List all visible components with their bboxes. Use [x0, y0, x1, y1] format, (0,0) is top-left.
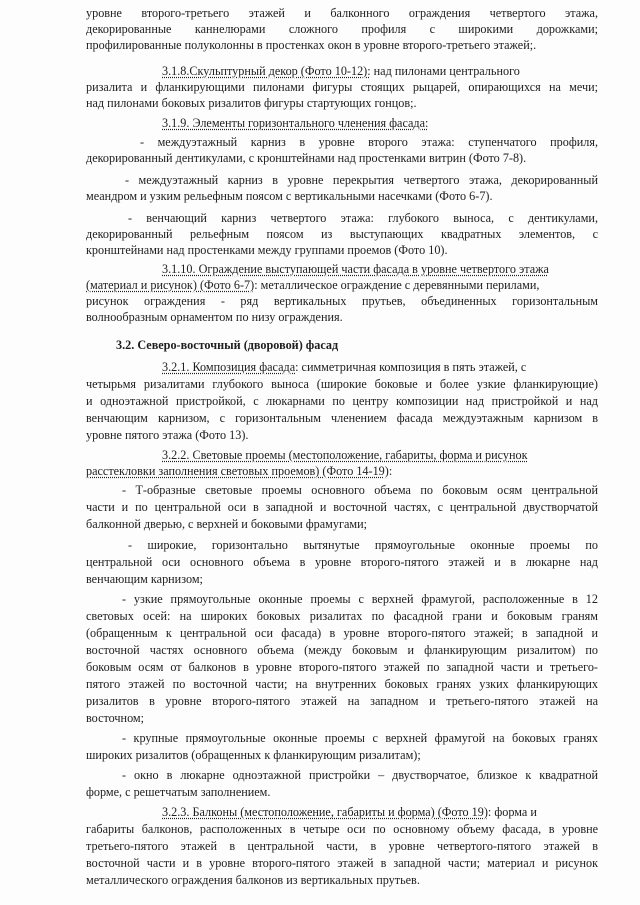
subsection-title: 3.1.8.Скульптурный декор (Фото 10-12):: [162, 64, 371, 78]
text-line: - широкие, горизонтально вытянутые прямоугольные оконные проемы по: [128, 538, 598, 552]
subsection-title: 3.2.2. Световые проемы (местоположение, габариты, форма и рисунок: [162, 448, 528, 462]
subsection-title: (материал и рисунок) (Фото 6-7): [86, 278, 255, 292]
text-line: [86, 278, 539, 292]
text-line: волнообразным орнаментом по низу ограждения.: [86, 310, 343, 324]
text-line: : симметричная композиция в пять этажей, с: [295, 360, 527, 374]
text-line: - междуэтажный карниз в уровне второго этажа: ступенчатого профиля,: [140, 135, 598, 149]
text-line: третьего-пятого этажей в центральной части, в уровне четвертого-пятого этажей в: [86, 839, 598, 853]
text-line: части и по центральной оси в западной и восточной частях, с центральной двустворчатой: [86, 500, 598, 514]
subsection-title: 3.2.3. Балконы (местоположение, габариты и форма) (Фото 19): [162, 805, 488, 819]
text-line-tail: :: [388, 464, 393, 478]
text-line: - Т-образные световые проемы основного объема по боковым осям центральной: [122, 483, 598, 497]
text-line: и одноэтажной пристройкой, с люкарнами по центру композиции над пристройкой и над: [86, 394, 598, 408]
subsection-title: 3.1.9. Элементы горизонтального членения фасада:: [162, 116, 429, 130]
subsection-heading: [162, 448, 528, 462]
text-line: меандром и узким рельефным поясом с вертикальными насечками (Фото 6-7).: [86, 189, 493, 203]
text-line: балконной дверью, с верхней и боковыми фрамугами;: [86, 517, 368, 531]
text-line: пятого этажей по восточной части; на внутренних боковых гранях узких фланкирующих: [86, 677, 598, 691]
text-line: - крупные прямоугольные оконные проемы с верхней фрамугой на боковых гранях: [122, 731, 598, 745]
text-line: декорированные каннелюрами сложного профиля с широкими дорожками;: [86, 22, 598, 36]
text-line: четырьмя ризалитами глубокого выноса (широкие боковые и более узкие фланкирующие): [86, 377, 598, 391]
text-line: : форма и: [487, 805, 537, 819]
subsection-title: 3.2.1. Композиция фасада: [162, 360, 296, 374]
text-line: световых осей: на широких боковых ризалитах по фасадной грани и боковым граням: [86, 609, 598, 623]
text-line: габариты балконов, расположенных в четыре оси по основному объему фасада, в уровне: [86, 822, 598, 836]
text-line: декорированный рельефным поясом из выступающих квадратных элементов, с: [86, 227, 598, 241]
text-line: венчающим карнизом;: [86, 572, 203, 586]
text-line: широких ризалитов (обращенных к фланкирующим ризалитам);: [86, 748, 421, 762]
text-line: восточной части и в уровне второго-пятого этажей в западной части; материал и рисунок: [86, 856, 598, 870]
text-line: центральной оси основного объема в уровне второго-пятого этажей и в люкарне над: [86, 555, 598, 569]
text-line: кронштейнами над простенками между группами проемов (Фото 10).: [86, 243, 448, 257]
text-line: - венчающий карниз четвертого этажа: глубокого выноса, с дентикулами,: [128, 211, 598, 225]
text-line: венчающим карнизом, с горизонтальным членением фасада междуэтажным карнизом в: [86, 411, 598, 425]
text-line: ризалита и фланкирующими пилонами фигуры стоящих рыцарей, опирающихся на мечи;: [86, 80, 598, 94]
subsection-heading: [162, 805, 537, 819]
subsection-title: расстекловки заполнения световых проемов) (Фото 14-19): [86, 464, 389, 478]
text-line: ризалитов в уровне второго-пятого этажей на западном и третьего-пятого этажей на: [86, 694, 598, 708]
subsection-heading: [162, 64, 520, 78]
section-heading: 3.2. Северо-восточный (дворовой) фасад: [116, 338, 339, 352]
text-line: боковым осям от балконов в уровне второго-пятого этажей по западной части и третьего-: [86, 660, 598, 674]
subsection-title: 3.1.10. Ограждение выступающей части фасада в уровне четвертого этажа: [162, 262, 549, 276]
subsection-heading: [162, 116, 428, 130]
text-line: над пилонами центрального: [370, 64, 520, 78]
text-line: декорированный дентикулами, с кронштейнами над простенками витрин (Фото 7-8).: [86, 151, 527, 165]
text-line: - окно в люкарне одноэтажной пристройки – двустворчатое, близкое к квадратной: [122, 768, 598, 782]
text-line: (обращенным к центральной оси фасада) в уровне второго-пятого этажей; в западной и: [86, 626, 598, 640]
text-line: металлического ограждения балконов из вертикальных прутьев.: [86, 873, 420, 887]
text-line: - междуэтажный карниз в уровне перекрытия четвертого этажа, декорированный: [125, 173, 598, 187]
text-line: восточном;: [86, 711, 145, 725]
text-line: форме, с решетчатым заполнением.: [86, 785, 271, 799]
text-line: рисунок ограждения - ряд вертикальных прутьев, объединенных горизонтальным: [86, 294, 598, 308]
text-line: профилированные полуколонны в простенках окон в уровне второго-третьего этажей;.: [86, 38, 537, 52]
text-line: уровне пятого этажа (Фото 13).: [86, 428, 249, 442]
text-line: [86, 464, 392, 478]
text-line-tail: : металлическое ограждение с деревянными перилами,: [254, 278, 540, 292]
text-line: над пилонами боковых ризалитов фигуры стартующих гонцов;.: [86, 96, 417, 110]
text-line: восточной частях основного объема (между боковым и фланкирующим ризалитом) по: [86, 643, 598, 657]
text-line: - узкие прямоугольные оконные проемы с верхней фрамугой, расположенные в 12: [122, 592, 598, 606]
text-line: уровне второго-третьего этажей и балконного ограждения четвертого этажа,: [86, 6, 598, 20]
subsection-heading: [162, 262, 549, 276]
subsection-heading: [162, 360, 526, 374]
